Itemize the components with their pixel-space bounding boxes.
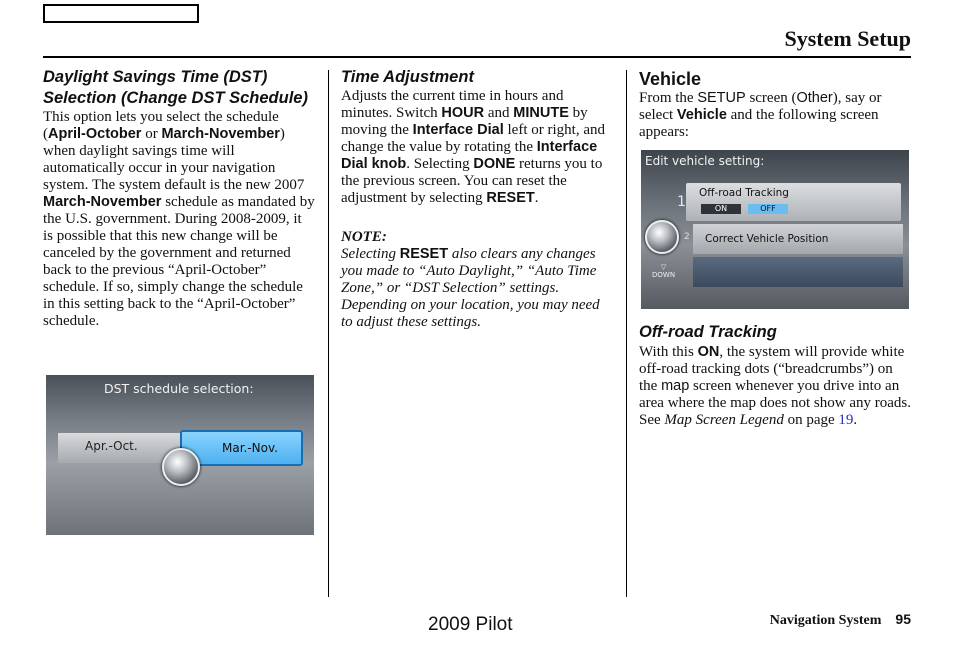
vehicle-paragraph: From the SETUP screen (Other), say or select Vehicle and the following screen appears: [639, 90, 882, 140]
footer-section: Navigation System 95 [769, 611, 911, 628]
note-paragraph: Selecting RESET also clears any changes you made to “Auto Daylight,” “Auto Time Zone,” or “DST Selection” settings. Depending on your location, you may need to adjust these settings. [341, 246, 600, 330]
section-heading-dst: Daylight Savings Time (DST) Selection (Change DST Schedule) [43, 68, 308, 107]
dst-selection-screenshot [46, 375, 314, 535]
off-road-tracking-row [686, 183, 901, 221]
correct-vehicle-position-row [693, 224, 903, 254]
page-number: 95 [895, 611, 911, 627]
row-number: 2 [684, 232, 690, 242]
screen-title: DST schedule selection: [104, 381, 254, 396]
section-heading-offroad: Off-road Tracking [639, 323, 777, 341]
column-divider [626, 70, 627, 597]
interface-dial-icon [162, 448, 200, 486]
column-dst [43, 67, 315, 330]
edit-vehicle-setting-screenshot [641, 150, 909, 309]
mar-nov-option: Mar.-Nov. [180, 430, 303, 466]
column-offroad [639, 322, 911, 429]
row-label: Off-road Tracking [699, 187, 789, 199]
time-paragraph: Adjusts the current time in hours and minutes. Switch HOUR and MINUTE by moving the Interface Dial left or right, and change the value by rotating the Interface Dial knob. Selecting DONE returns you to the previous screen. You can reset the adjustment by selecting RESET. [341, 88, 605, 206]
screen-title: Edit vehicle setting: [645, 154, 765, 168]
dst-paragraph: This option lets you select the schedule (April-October or March-November) when daylight savings time will automatically occur in your navigation system. The system default is the new 2007 March-November schedule as mandated by the U.S. government. During 2008-2009, it is possible that this new change will be canceled by the government and returned back to the previous “April-October” schedule. If so, simply change the schedule in this setting back to the “April-October” schedule. [43, 109, 315, 329]
section-heading-time: Time Adjustment [341, 68, 474, 86]
interface-dial-icon [645, 220, 679, 254]
section-heading-vehicle: Vehicle [639, 69, 702, 89]
offroad-paragraph: With this ON, the system will provide white off-road tracking dots (“breadcrumbs”) on the map screen whenever you drive into an area where the map does not show any roads. See Map Screen Legend on page 19. [639, 344, 911, 428]
column-vehicle [639, 68, 911, 141]
apr-oct-option: Apr.-Oct. [58, 433, 186, 463]
page-title: System Setup [784, 26, 911, 51]
empty-row [693, 257, 903, 287]
column-time [341, 67, 613, 331]
footer-model: 2009 Pilot [428, 614, 513, 635]
row-label: Correct Vehicle Position [705, 233, 829, 245]
column-divider [328, 70, 329, 597]
off-option: OFF [748, 204, 788, 214]
on-option: ON [701, 204, 741, 214]
note-label: NOTE: [341, 229, 387, 245]
header-rule [43, 56, 911, 58]
down-indicator: ▽ DOWN [652, 263, 676, 279]
header-tab-box [43, 4, 199, 23]
page-19-link[interactable]: 19 [838, 412, 854, 428]
row-number: 1 [677, 194, 686, 210]
